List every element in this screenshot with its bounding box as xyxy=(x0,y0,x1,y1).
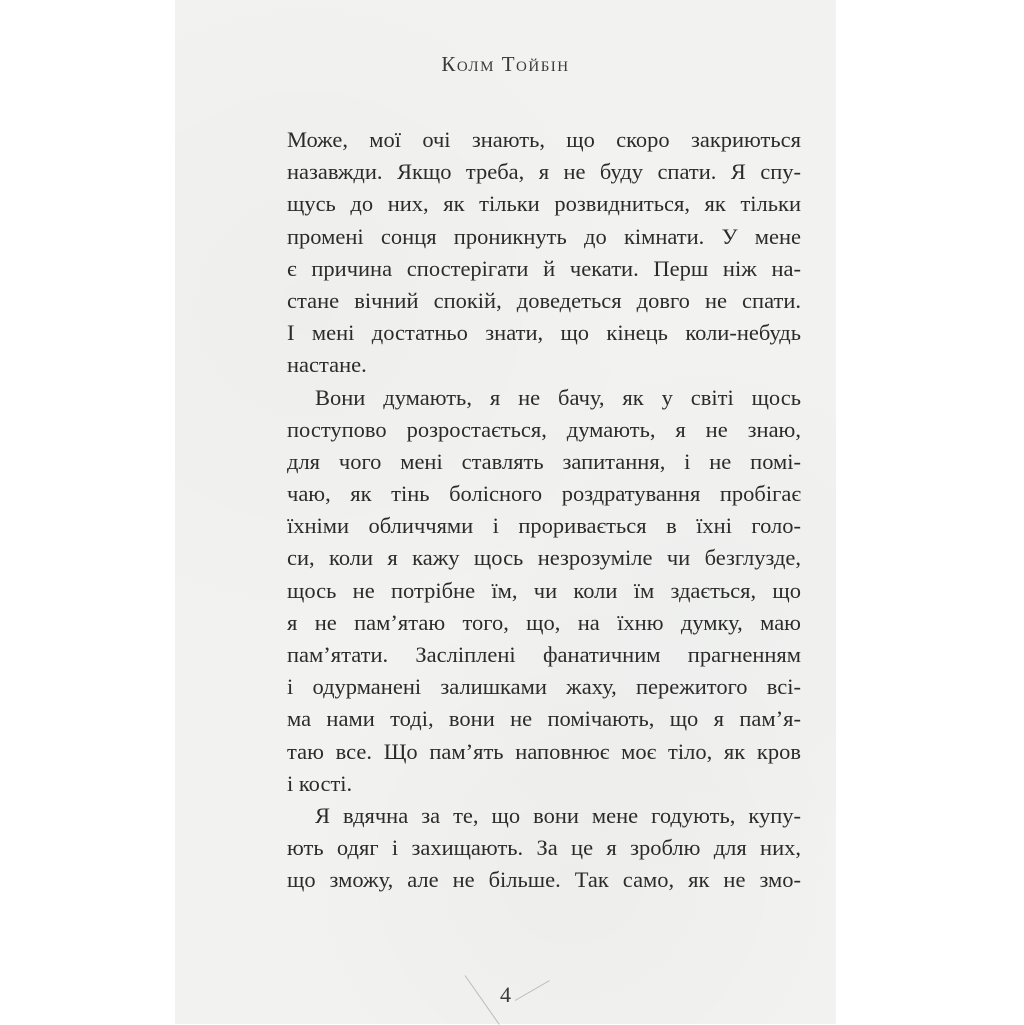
text-line: Може, мої очі знають, що скоро закриються xyxy=(287,127,801,152)
text-line: І мені достатньо знати, що кінець коли-небудь xyxy=(287,320,801,346)
text-line: настане. xyxy=(287,352,367,378)
text-line: ють одяг і захищають. За це я зроблю для них, xyxy=(287,835,801,861)
text-line: поступово розростається, думають, я не знаю, xyxy=(287,416,801,442)
text-line: є причина спостерігати й чекати. Перш ніж на- xyxy=(287,255,801,281)
text-line-paragraph-start: Вони думають, я не бачу, як у світі щось xyxy=(315,384,801,410)
text-line: щусь до них, як тільки розвидниться, як тільки xyxy=(287,191,801,217)
text-line: си, коли я кажу щось незрозуміле чи безглузде, xyxy=(287,545,801,571)
text-line: пам’ятати. Засліплені фанатичним прагненням xyxy=(287,642,801,667)
body-text xyxy=(287,124,801,897)
text-line: для чого мені ставлять запитання, і не помі- xyxy=(287,448,801,474)
text-line: і кості. xyxy=(287,770,353,796)
text-line: я не пам’ятаю того, що, на їхню думку, маю xyxy=(287,609,801,635)
text-line: стане вічний спокій, доведеться довго не спати. xyxy=(287,287,801,313)
text-line: їхніми обличчями і проривається в їхні голо- xyxy=(287,513,801,539)
text-line: щось не потрібне їм, чи коли їм здається, що xyxy=(287,577,801,603)
text-line: таю все. Що пам’ять наповнює моє тіло, як кров xyxy=(287,738,801,764)
text-line: ма нами тоді, вони не помічають, що я пам’я- xyxy=(287,706,801,732)
text-line: промені сонця проникнуть до кімнати. У мене xyxy=(287,223,801,249)
text-line: назавжди. Якщо треба, я не буду спати. Я спу- xyxy=(287,159,801,185)
book-page xyxy=(175,0,836,1024)
text-line: і одурманені залишками жаху, пережитого всі- xyxy=(287,674,801,700)
text-line-paragraph-start: Я вдячна за те, що вони мене годують, купу- xyxy=(315,802,801,828)
text-line: чаю, як тінь болісного роздратування пробігає xyxy=(287,481,801,507)
running-head-author: Колм Тойбін xyxy=(441,52,570,76)
page-number: 4 xyxy=(500,982,511,1007)
text-line: що зможу, але не більше. Так само, як не змо- xyxy=(287,867,801,893)
